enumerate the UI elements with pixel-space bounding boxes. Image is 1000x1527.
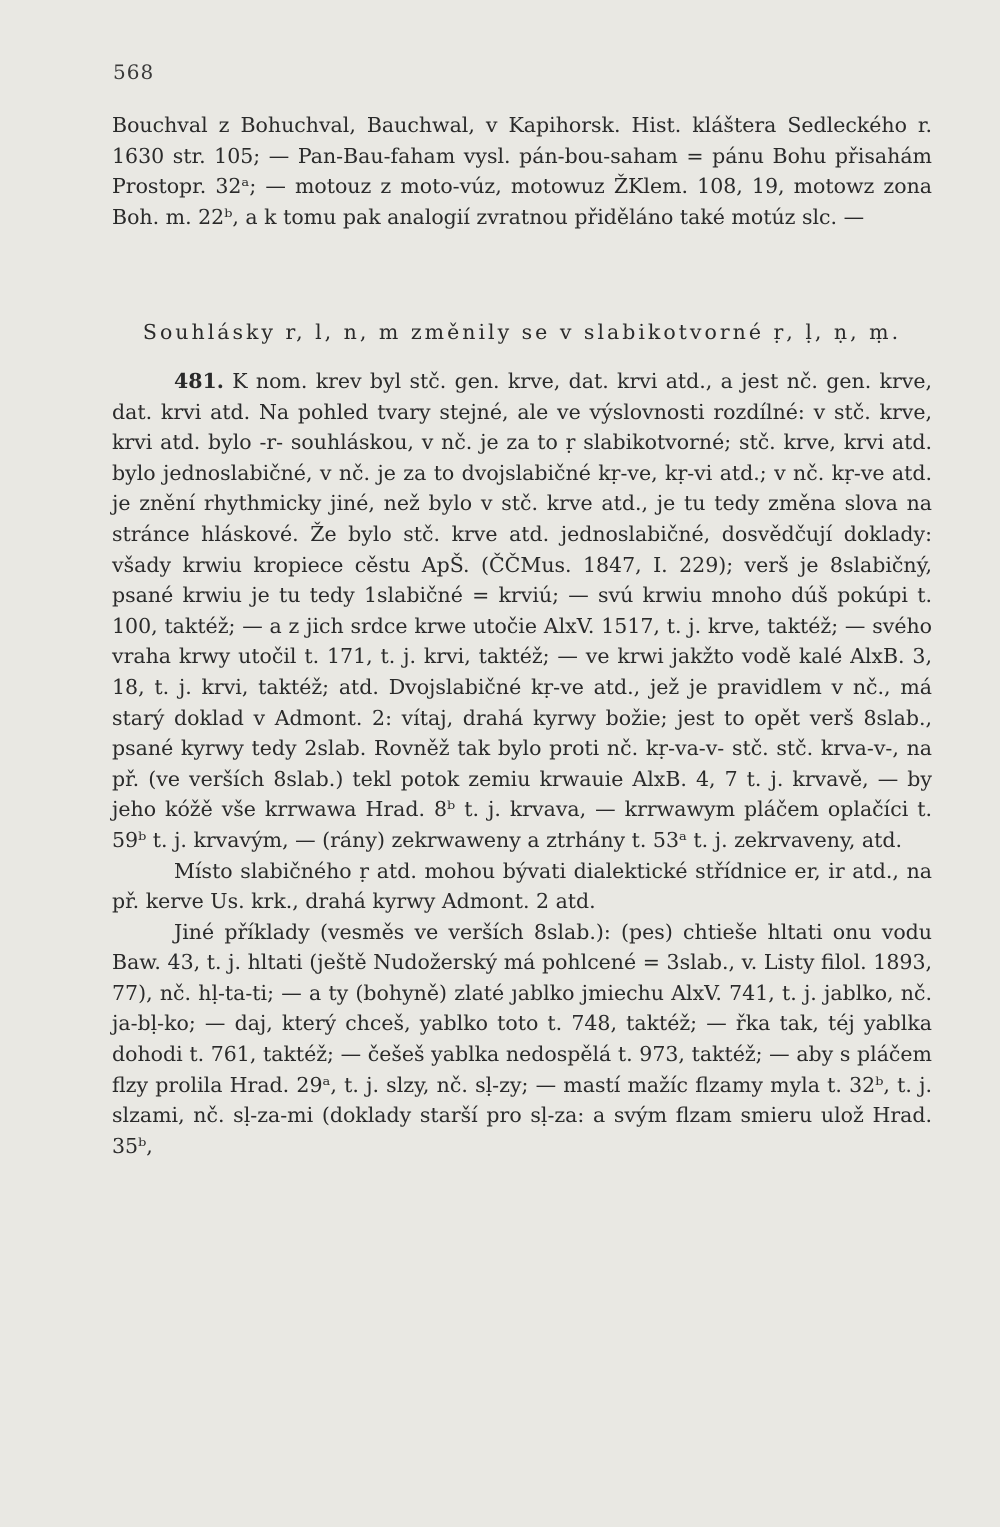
section-481-text: K nom. krev byl stč. gen. krve, dat. krvi atd., a jest nč. gen. krve, dat. krvi atd. Na pohled tvary stejné, ale ve výslovnosti rozdílné: v stč. krve, krvi atd. bylo -r- souhláskou, v nč. je za to ṛ slabikotvorné; stč. krve, krvi atd. bylo jednoslabičné, v nč. je za to dvojslabičné kṛ-ve, kṛ-vi atd.; v nč. kṛ-ve atd. je znění rhythmicky jiné, než bylo v stč. krve atd., je tu tedy změna slova na stránce hláskové. Že bylo stč. krve atd. jednoslabičné, dosvědčují doklady: všady krwiu kropiece cěstu ApŠ. (ČČMus. 1847, I. 229); verš je 8slabičný, psané krwiu je tu tedy 1slabičné = krviú; — svú krwiu mnoho dúš pokúpi t. 100, taktéž; — a z jich srdce krwe utočie AlxV. 1517, t. j. krve, taktéž; — svého vraha krwy utočil t. 171, t. j. krvi, taktéž; — ve krwi jakžto vodě kalé AlxB. 3, 18, t. j. krvi, taktéž; atd. Dvojslabičné kṛ-ve atd., jež je pravidlem v nč., má starý doklad v Admont. 2: vítaj, drahá kyrwy božie; jest to opět verš 8slab., psané kyrwy tedy 2slab. Rovněž tak bylo proti nč. kṛ-va-v- stč. stč. krva-v-, na př. (ve verších 8slab.) tekl potok zemiu krwauie AlxB. 4, 7 t. j. krvavě, — by jeho kóžě vše krrwawa Hrad. 8ᵇ t. j. krvava, — krrwawym pláčem oplačíci t. 59ᵇ t. j. krvavým, — (rány) zekrwaweny a ztrhány t. 53ᵃ t. j. zekrvaveny, atd.: [112, 369, 932, 852]
intro-paragraph-text: Bouchval z Bohuchval, Bauchwal, v Kapihorsk. Hist. kláštera Sedleckého r. 1630 str. 105; — Pan-Bau-faham vysl. pán-bou-saham = pánu Bohu přisahám Prostopr. 32ᵃ; — motouz z moto-vúz, motowuz ŽKlem. 108, 19, motowz zona Boh. m. 22ᵇ, a k tomu pak analogií zvratnou přiděláno také motúz slc. —: [112, 113, 932, 229]
section-481: [112, 366, 932, 1161]
section-heading: Souhlásky r, l, n, m změnily se v slabikotvorné ṛ, ḷ, ṇ, ṃ.: [142, 320, 902, 344]
section-number: 481.: [174, 369, 224, 393]
section-481-paragraph: [112, 366, 932, 856]
intro-paragraph: [112, 110, 932, 232]
page-number: 568: [113, 60, 155, 84]
paragraph-3: Jiné příklady (vesměs ve verších 8slab.): (pes) chtieše hltati onu vodu Baw. 43, t. j. hltati (ještě Nudožerský má pohlcené = 3slab., v. Listy filol. 1893, 77), nč. hḷ-ta-ti; — a ty (bohyně) zlaté ȷablko jmiechu AlxV. 741, t. j. jablko, nč. ja-bḷ-ko; — daj, který chceš, yablko toto t. 748, taktéž; — řka tak, téj yablka dohodi t. 761, taktéž; — češeš yablka nedospělá t. 973, taktéž; — aby s pláčem flzy prolila Hrad. 29ᵃ, t. j. slzy, nč. sḷ-zy; — mastí mažíc flzamy myla t. 32ᵇ, t. j. slzami, nč. sḷ-za-mi (doklady starší pro sḷ-za: a svým flzam smieru ulož Hrad. 35ᵇ,: [112, 919, 932, 1158]
paragraph-2: Místo slabičného ṛ atd. mohou bývati dialektické střídnice er, ir atd., na př. kerve Us. krk., drahá kyrwy Admont. 2 atd.: [112, 858, 932, 914]
